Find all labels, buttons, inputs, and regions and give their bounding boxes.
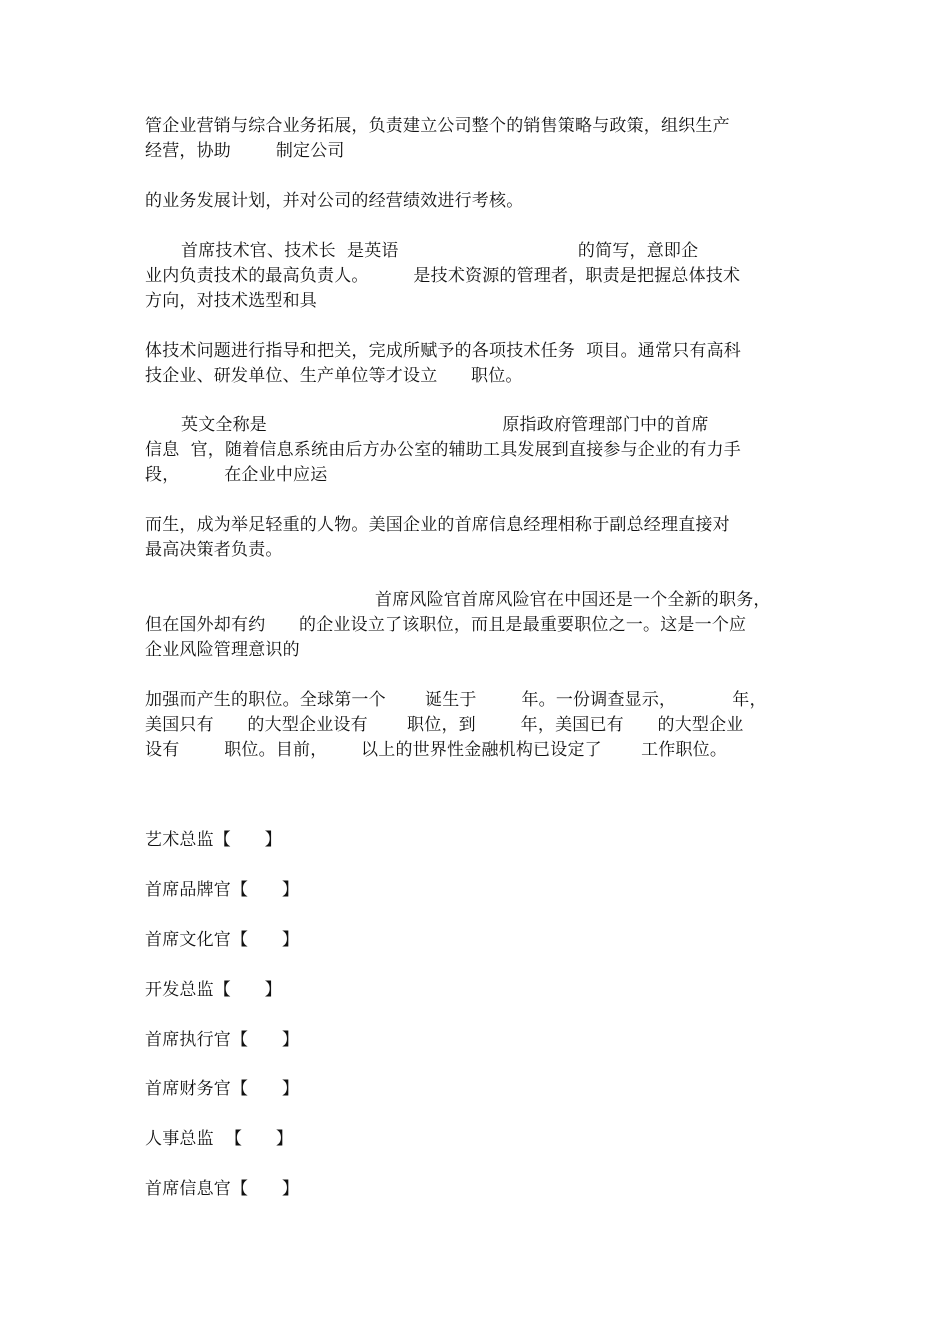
- text-line: 美国只有 的大型企业设有 职位，到 年，美国已有 的大型企业: [145, 715, 744, 735]
- text-line: 经营，协助 制定公司: [145, 141, 345, 161]
- position-item-cio: 首席信息官【 】: [145, 1179, 300, 1199]
- text-line: 信息 官，随着信息系统由后方办公室的辅助工具发展到直接参与企业的有力手: [145, 440, 742, 460]
- position-item-art-director: 艺术总监【 】: [145, 830, 282, 850]
- text-line: 首席风险官首席风险官在中国还是一个全新的职务，: [375, 590, 771, 610]
- text-line: 体技术问题进行指导和把关，完成所赋予的各项技术任务 项目。通常只有高科: [145, 341, 742, 361]
- position-item-development-director: 开发总监【 】: [145, 980, 282, 1000]
- position-item-cbo: 首席品牌官【 】: [145, 880, 300, 900]
- text-line: 而生，成为举足轻重的人物。美国企业的首席信息经理相称于副总经理直接对: [145, 515, 730, 535]
- text-line: 段， 在企业中应运: [145, 465, 328, 485]
- position-item-cco: 首席文化官【 】: [145, 930, 300, 950]
- text-line: 方向，对技术选型和具: [145, 291, 317, 311]
- text-line: 加强而产生的职位。全球第一个 诞生于 年。一份调查显示， 年，: [145, 690, 767, 710]
- text-line: 企业风险管理意识的: [145, 640, 300, 660]
- text-line: 技企业、研发单位、生产单位等才设立 职位。: [145, 366, 523, 386]
- text-line: 最高决策者负责。: [145, 540, 283, 560]
- text-line: 的业务发展计划，并对公司的经营绩效进行考核。: [145, 191, 524, 211]
- text-line: 设有 职位。目前， 以上的世界性金融机构已设定了 工作职位。: [145, 740, 728, 760]
- position-item-hr-director: 人事总监 【 】: [145, 1129, 294, 1149]
- text-line: 英文全称是 原指政府管理部门中的首席: [181, 415, 709, 435]
- text-line: 但在国外却有约 的企业设立了该职位，而且是最重要职位之一。这是一个应: [145, 615, 747, 635]
- position-item-cfo: 首席财务官【 】: [145, 1079, 300, 1099]
- text-line: 管企业营销与综合业务拓展，负责建立公司整个的销售策略与政策，组织生产: [145, 116, 730, 136]
- text-line: 业内负责技术的最高负责人。 是技术资源的管理者，职责是把握总体技术: [145, 266, 741, 286]
- position-item-ceo: 首席执行官【 】: [145, 1030, 300, 1050]
- text-line: 首席技术官、技术长 是英语 的简写，意即企: [181, 241, 699, 261]
